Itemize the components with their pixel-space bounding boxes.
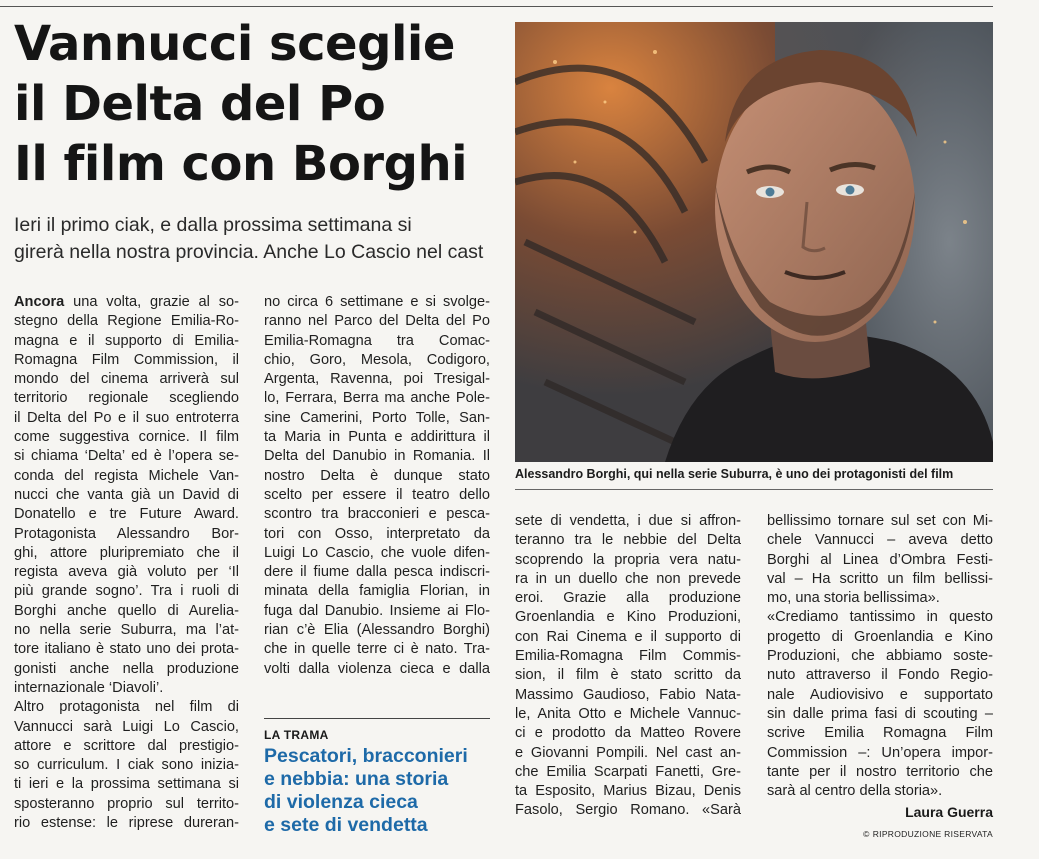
text-line: magna e il supporto di Emilia- [14,332,239,349]
copyright-notice [767,829,993,839]
text-line: so curriculum. I ciak sono inizia- [14,757,239,774]
text-line: ta Maria in Punta e addirittura il [264,429,490,446]
text-line: che in quelle terre ci è nato. Tra- [264,641,490,658]
portrait-image [515,22,993,462]
text-line: Produzioni, che abbiamo soste- [767,648,993,665]
text-line: con Rai Cinema e il supporto di [515,628,741,645]
text-line: scrive Emilia Romagna Film [767,725,993,742]
article-column-1 [14,293,239,833]
text-line: Fasolo, Sergio Romano. «Sarà [515,802,741,819]
trama-title-line: e nebbia: una storia [264,768,449,790]
text-line: fuga dal Danubio. Insieme ai Flo- [264,602,490,619]
trama-title-line: di violenza cieca [264,791,418,813]
text-line: rio estense: le riprese dureran- [14,815,239,832]
text-line: «Crediamo tantissimo in questo [767,609,993,626]
text-line: tori con Osso, interpretato da [264,525,490,542]
text-line: scoprendo la propria vera natu- [515,551,741,568]
top-rule [0,6,993,7]
lead-word: Ancora [14,294,65,310]
text-line: ci e prodotto da Matteo Rovere [515,725,741,742]
text-line: Emilia-Romagna tra Comac- [264,332,490,349]
text-line: eroi. Grazie alla produzione [515,590,741,607]
text-line: stegno della Regione Emilia-Ro- [14,313,239,330]
text-line: nuto attraverso il Fondo Regio- [767,667,993,684]
text-line: mo, una storia bellissima». [767,590,940,607]
subhead-line: Ieri il primo ciak, e dalla prossima settimana si [14,214,412,236]
text-line: chio, Goro, Mesola, Codigoro, [264,351,490,368]
text-line-rest: una volta, grazie al so- [64,294,239,310]
text-line: Vannucci sarà Luigi Lo Cascio, [14,718,239,735]
trama-label: LA TRAMA [264,728,329,742]
article-column-3 [515,512,741,821]
trama-rule [264,718,490,719]
text-line: no nella serie Suburra, ma l’at- [14,622,239,639]
text-line: progetto di Groenlandia e Kino [767,628,993,645]
text-line: Altro protagonista nel film di [14,699,239,716]
photo-caption: Alessandro Borghi, qui nella serie Suburra, è uno dei protagonisti del film [515,467,954,481]
text-line: nucci che vanta già un David di [14,486,239,503]
text-line: Luigi Lo Cascio, che vuole difen- [264,544,490,561]
text-line: scelto per essere il teatro dello [264,486,490,503]
copyright-icon: © [863,829,870,839]
text-line: val – Ha scritto un film bellissi- [767,570,993,587]
trama-title [264,745,490,837]
text-line: no circa 6 settimane e si svolge- [264,294,490,310]
text-line: sete di vendetta, i due si affron- [515,513,741,529]
text-line: teranno tra le nebbie del Delta [515,532,741,549]
text-line: Romagna Film Commission, il [14,351,239,368]
text-line: Emilia-Romagna Film Commis- [515,648,741,665]
text-line: Groenlandia e Kino Produzioni, [515,609,741,626]
author-signature: Laura Guerra [905,804,993,820]
text-line: Massimo Gaudioso, Fabio Nata- [515,686,741,703]
text-line: attore e scrittore dal prestigio- [14,737,239,754]
text-line: sine Camerini, Porto Tolle, San- [264,409,490,426]
text-line: ta Esposito, Marius Bizau, Denis [515,783,741,800]
text-line: territorio regionale scegliendo [14,390,239,407]
text-line: bellissimo tornare sul set con Mi- [767,513,993,529]
text-line: dere il fiume dalla pesca indiscri- [264,564,490,581]
text-line: sin dalle prima fasi di scouting – [767,705,993,722]
text-line: gonisti anche nella produzione [14,660,239,677]
text-line: internazionale ‘Diavoli’. [14,679,164,696]
text-line: e Giovanni Pompili. Nel cast an- [515,744,741,761]
text-line: tore italiano è stato uno dei prota- [14,641,239,658]
text-line: Borghi al Linea d’Ombra Festi- [767,551,993,568]
text-line: sposteranno proprio sul territo- [14,795,239,812]
trama-title-line: Pescatori, bracconieri [264,745,468,767]
text-line: sarà al centro della storia». [767,783,943,800]
text-line: chele Vannucci – aveva detto [767,532,993,549]
text-line: il Delta del Po e il suo entroterra [14,409,239,426]
text-line: ranno nel Parco del Delta del Po [264,313,490,330]
text-line: sion, il film è stato scritto da [515,667,741,684]
text-line: scontro tra bracconieri e pesca- [264,506,490,523]
text-line: lo, Ferrara, Berra ma anche Pole- [264,390,490,407]
text-line: come suggestiva cornice. Il film [14,429,239,446]
text-line: nostro Delta è dunque stato [264,467,490,484]
text-line: Donatello e tre Future Award. [14,506,239,523]
text-line: si chiama ‘Delta’ ed è l’opera se- [14,448,239,465]
text-line [14,293,239,312]
text-line: più grande sogno’. Tra i ruoli di [14,583,239,600]
text-line: ti ieri e la prossima settimana si [14,776,239,793]
headline [14,14,510,194]
text-line: conda del regista Michele Van- [14,467,239,484]
text-line: che Emilia Scarpati Fanetti, Gre- [515,763,741,780]
text-line: tante per il nostro territorio che [767,763,993,780]
copyright-text: RIPRODUZIONE RISERVATA [872,829,993,839]
article-photo [515,22,993,462]
text-line: Borghi anche quello di Aurelia- [14,602,239,619]
text-line: nale Audiovisivo e supportato [767,686,993,703]
headline-line: Vannucci sceglie [14,16,455,72]
text-line: Argenta, Ravenna, poi Tresigal- [264,371,490,388]
subheadline [14,212,510,266]
text-line: le, Anita Otto e Michele Vannuc- [515,705,741,722]
text-line: mondo del cinema arriverà sul [14,371,239,388]
caption-rule [515,489,993,490]
text-line: regista aveva già voluto per ‘Il [14,564,239,581]
text-line: volti dalla violenza cieca e dalla [264,660,490,677]
text-line: ghi, attore pluripremiato che il [14,544,239,561]
headline-line: il Delta del Po [14,76,386,132]
article-column-2 [264,293,490,679]
trama-title-line: e sete di vendetta [264,814,428,836]
subhead-line: girerà nella nostra provincia. Anche Lo Cascio nel cast [14,241,484,263]
article-column-4 [767,512,993,801]
text-line: Protagonista Alessandro Bor- [14,525,239,542]
text-line: Commission –: Un’opera impor- [767,744,993,761]
text-line: rian c’è Elia (Alessandro Borghi) [264,622,490,639]
text-line: Delta del Danubio in Romania. Il [264,448,490,465]
text-line: ra in un duello che non prevede [515,570,741,587]
headline-line: Il film con Borghi [14,136,468,192]
text-line: minata della famiglia Florian, in [264,583,490,600]
